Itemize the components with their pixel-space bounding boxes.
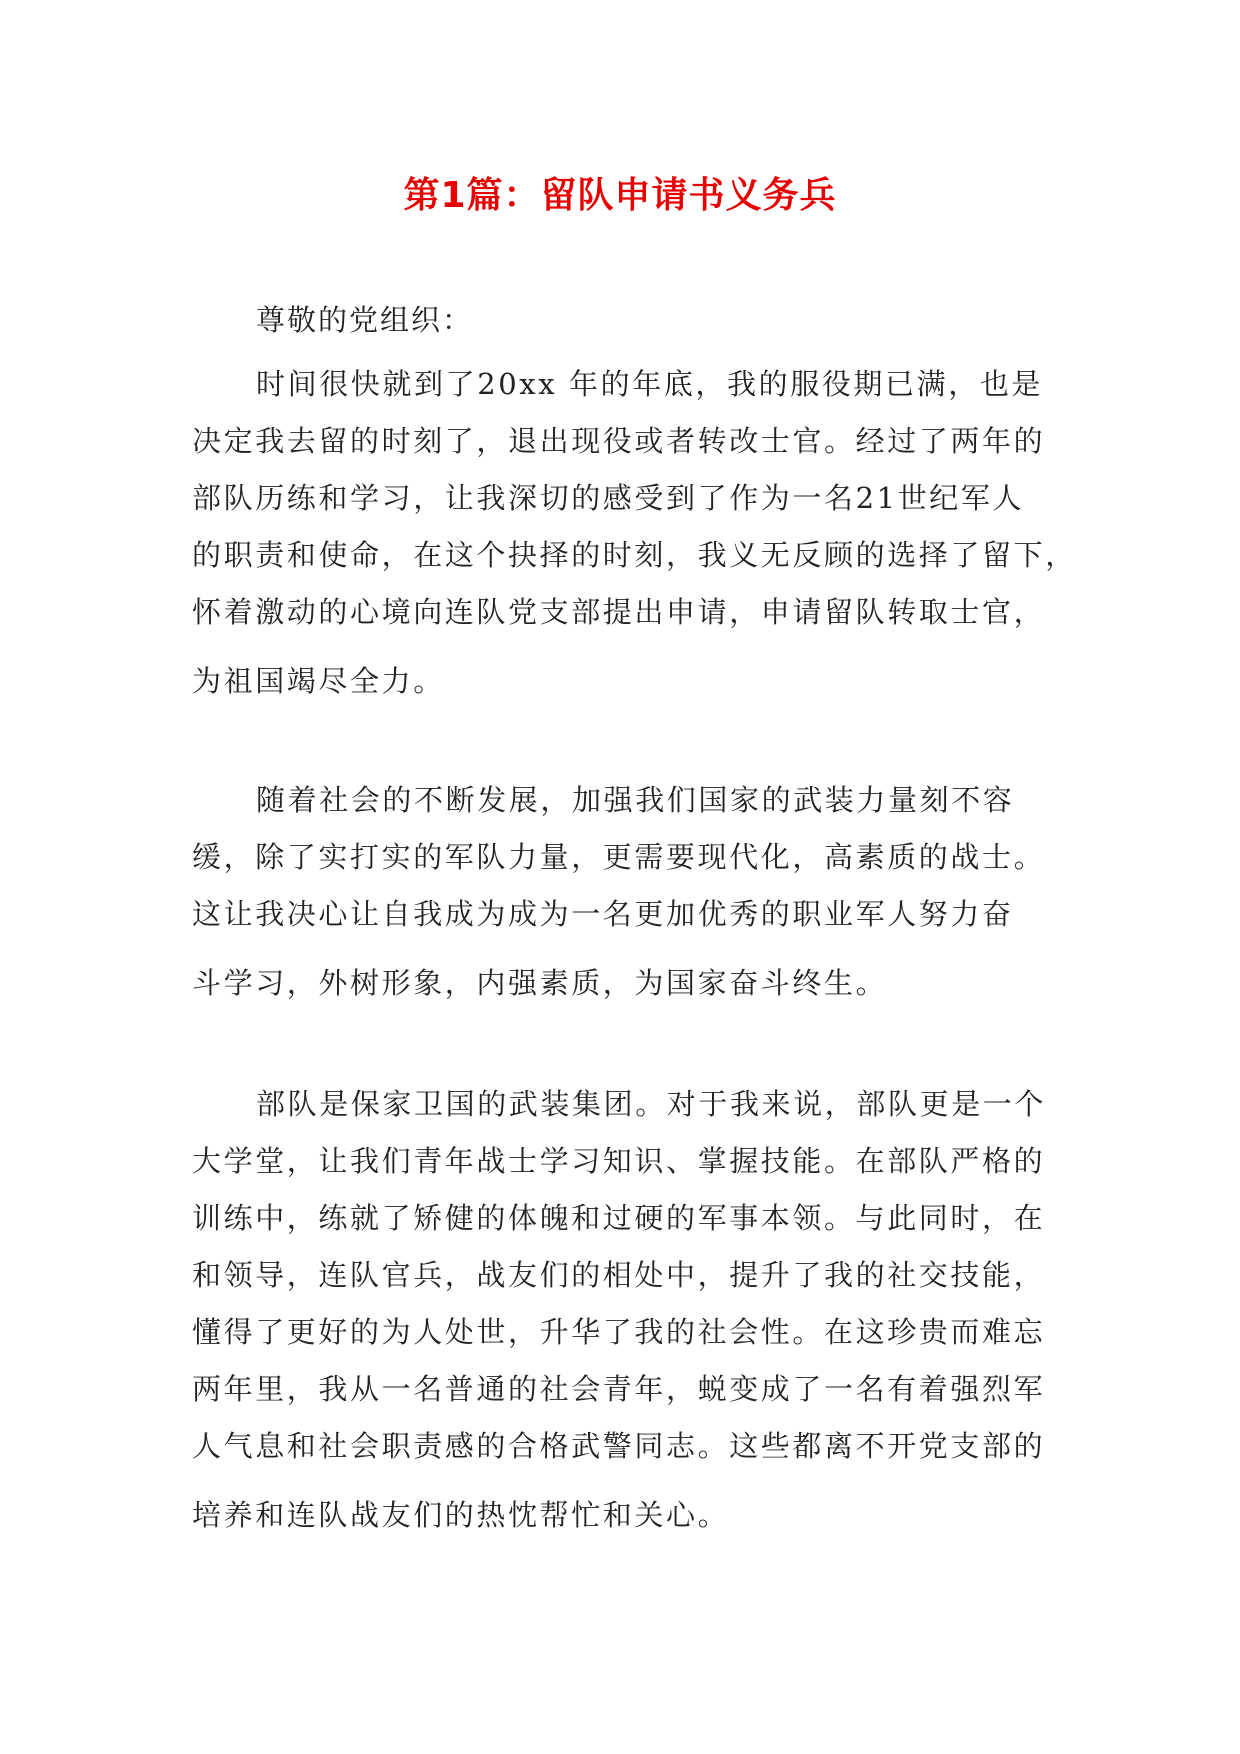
paragraph-line: 培养和连队战友们的热忱帮忙和关心。 (192, 1498, 730, 1532)
salutation: 尊敬的党组织： (256, 303, 474, 337)
paragraph-line: 人气息和社会职责感的合格武警同志。这些都离不开党支部的 (192, 1429, 1046, 1463)
paragraph-line: 为祖国竭尽全力。 (192, 664, 445, 698)
paragraph-line: 时间很快就到了20xx 年的年底，我的服役期已满，也是 (256, 367, 1044, 401)
paragraph-line: 训练中，练就了矫健的体魄和过硬的军事本领。与此同时，在 (192, 1201, 1046, 1235)
paragraph-line: 部队是保家卫国的武装集团。对于我来说，部队更是一个 (256, 1087, 1047, 1121)
paragraph-line: 和领导，连队官兵，战友们的相处中，提升了我的社交技能， (192, 1258, 1046, 1292)
paragraph-line: 怀着激动的心境向连队党支部提出申请，申请留队转取士官， (192, 595, 1046, 629)
paragraph-line: 的职责和使命，在这个抉择的时刻，我义无反顾的选择了留下， (192, 538, 1077, 572)
paragraph-line: 斗学习，外树形象，内强素质，为国家奋斗终生。 (192, 966, 888, 1000)
paragraph-2 (192, 772, 1052, 1012)
paragraph-line: 懂得了更好的为人处世，升华了我的社会性。在这珍贵而难忘 (192, 1315, 1046, 1349)
paragraph-line: 这让我决心让自我成为成为一名更加优秀的职业军人努力奋 (192, 897, 1014, 931)
paragraph-line: 缓，除了实打实的军队力量，更需要现代化，高素质的战士。 (192, 840, 1046, 874)
paragraph-1 (192, 356, 1077, 710)
paragraph-line: 决定我去留的时刻了，退出现役或者转改士官。经过了两年的 (192, 424, 1046, 458)
paragraph-line: 大学堂，让我们青年战士学习知识、掌握技能。在部队严格的 (192, 1144, 1046, 1178)
paragraph-line: 部队历练和学习，让我深切的感受到了作为一名21世纪军人 (192, 481, 1025, 515)
document-title: 第1篇：留队申请书义务兵 (403, 175, 837, 216)
paragraph-line: 两年里，我从一名普通的社会青年，蜕变成了一名有着强烈军 (192, 1372, 1046, 1406)
paragraph-line: 随着社会的不断发展，加强我们国家的武装力量刻不容 (256, 783, 1015, 817)
paragraph-3 (192, 1076, 1052, 1544)
